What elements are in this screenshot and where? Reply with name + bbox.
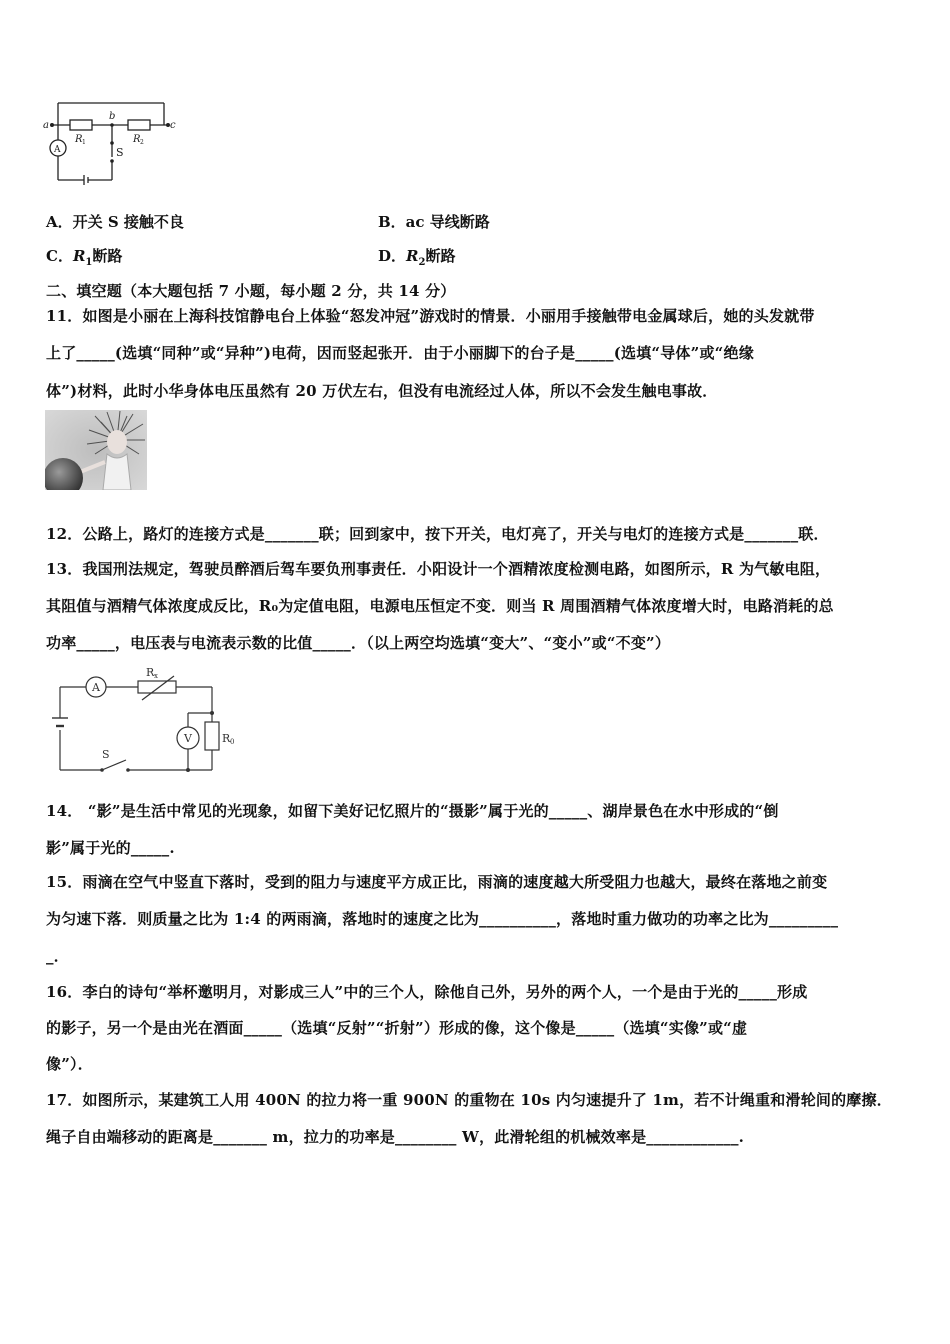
r0-label: R [222, 732, 231, 745]
gas-sensor-rx [138, 681, 176, 693]
voltmeter-q13-label: V [184, 732, 192, 745]
resistor-r2 [128, 120, 150, 130]
circuit-diagram-q13 [50, 660, 250, 775]
ammeter-label: A [54, 145, 61, 155]
q12-line1: 12．公路上，路灯的连接方式是_______联；回到家中，按下开关，电灯亮了，开关与电灯的连接方式是_______联． [46, 525, 829, 543]
label-s: S [116, 146, 124, 159]
label-r1-sub: 1 [82, 139, 86, 146]
q16-line2: 的影子，另一个是由光在酒面_____（选填“反射”“折射”）形成的像，这个像是_____（选填“实像”或“虚 [46, 1019, 748, 1037]
rx-label-sub: x [154, 672, 158, 680]
q14-line1: 14． “影”是生活中常见的光现象，如留下美好记忆照片的“摄影”属于光的_____、湖岸景色在水中形成的“倒 [46, 802, 779, 820]
option-a: A．开关 S 接触不良 [46, 213, 184, 231]
section-heading: 二、填空题（本大题包括 7 小题，每小题 2 分，共 14 分） [46, 282, 456, 300]
option-d-var: R [406, 247, 419, 265]
option-d-sub: 2 [418, 257, 426, 268]
q15-line3: _． [46, 947, 69, 965]
q16-line3: 像”）． [46, 1055, 93, 1073]
option-b: B．ac 导线断路 [378, 213, 490, 231]
label-c: c [170, 120, 176, 131]
q11-line2: 上了_____(选填“同种”或“异种”)电荷，因而竖起张开．由于小丽脚下的台子是_____(选填“导体”或“绝缘 [46, 344, 754, 362]
r0-label-sub: 0 [230, 738, 235, 746]
q17-line2: 绳子自由端移动的距离是_______ m，拉力的功率是________ W，此滑轮组的机械效率是____________. [46, 1128, 745, 1146]
resistor-r1 [70, 120, 92, 130]
label-b: b [109, 111, 116, 122]
option-c-sub: 1 [85, 257, 93, 268]
q16-line1: 16．李白的诗句“举杯邀明月，对影成三人”中的三个人，除他自己外，另外的两个人，一个是由于光的_____形成 [46, 983, 808, 1001]
q13-line3: 功率_____，电压表与电流表示数的比值_____．（以上两空均选填“变大”、“变小”或“不变”） [46, 634, 671, 652]
q17-line1: 17．如图所示，某建筑工人用 400N 的拉力将一重 900N 的重物在 10s 内匀速提升了 1m，若不计绳重和滑轮间的摩擦． [46, 1091, 892, 1109]
q13-line1: 13．我国刑法规定，驾驶员醉酒后驾车要负刑事责任．小阳设计一个酒精浓度检测电路，如图所示，R 为气敏电阻， [46, 560, 831, 578]
static-electricity-photo [45, 410, 147, 490]
option-c-letter: C． [46, 247, 73, 265]
q13-line2: 其阻值与酒精气体浓度成反比，R₀为定值电阻，电源电压恒定不变．则当 R 周围酒精气体浓度增大时，电路消耗的总 [46, 597, 834, 615]
label-a: a [43, 120, 49, 131]
option-c-text: 断路 [92, 247, 123, 265]
switch-q13 [102, 760, 126, 770]
q14-line2: 影”属于光的_____. [46, 839, 175, 857]
ammeter-q13-label: A [92, 681, 100, 694]
option-d [378, 245, 455, 268]
q11-line3: 体”)材料，此时小华身体电压虽然有 20 万伏左右，但没有电流经过人体，所以不会发生触电事故． [46, 382, 718, 400]
option-d-text: 断路 [425, 247, 456, 265]
option-c-var: R [72, 247, 86, 265]
q15-line2: 为匀速下落．则质量之比为 1:4 的两雨滴，落地时的速度之比为__________，落地时重力做功的功率之比为_________ [46, 910, 839, 928]
label-r1: R [75, 134, 83, 145]
option-d-letter: D． [378, 247, 407, 265]
label-r2: R [133, 134, 141, 145]
resistor-r0 [205, 722, 219, 750]
switch-q13-label: S [102, 748, 110, 761]
q15-line1: 15．雨滴在空气中竖直下落时，受到的阻力与速度平方成正比，雨滴的速度越大所受阻力也越大，最终在落地之前变 [46, 873, 828, 891]
q11-line1: 11．如图是小丽在上海科技馆静电台上体验“怒发冲冠”游戏时的情景．小丽用手接触带电金属球后，她的头发就带 [46, 307, 815, 325]
circuit-diagram-q10 [40, 95, 180, 190]
option-c [46, 245, 122, 268]
label-r2-sub: 2 [140, 139, 144, 146]
rx-label: R [146, 666, 155, 679]
